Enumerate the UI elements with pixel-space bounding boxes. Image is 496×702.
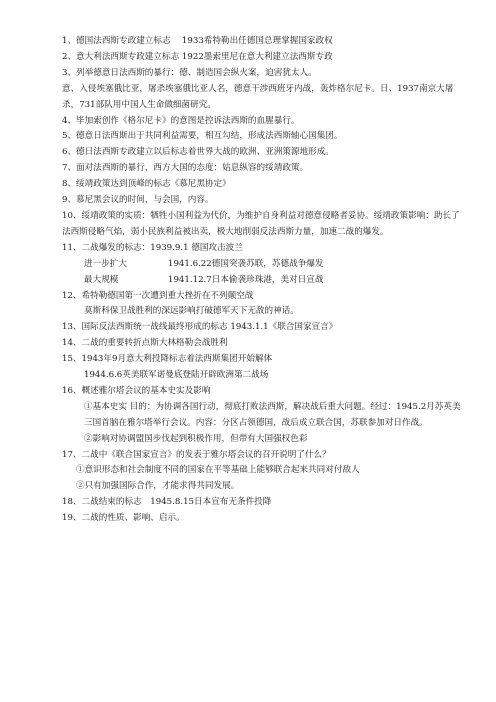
item-1: 1、德国法西斯专政建立标志 1933希特勒出任德国总理掌握国家政权: [62, 36, 333, 46]
item-15-sub: 1944.6.6英美联军诺曼底登陆开辟欧洲第二战场: [84, 370, 269, 381]
item-12-sub: 莫斯科保卫战胜利的深远影响打破德军天下无敌的神话。: [84, 306, 299, 317]
item-16: 16、概述雅尔塔会议的基本史实及影响: [62, 385, 211, 396]
item-16-basic-facts: ①基本史实 目的：为协调各国行动，彻底打败法西斯，解决战后重大问题。经过：1945.2月苏英美三国首脑在雅尔塔举行会议。内容：分区占领德国，战后成立联合国，苏联参加对日作战。: [84, 401, 461, 428]
item-3: 3、列举德意日法西斯的暴行：德、制造国会纵火案，迫害犹太人。: [62, 67, 317, 78]
item-3-continued: 意、入侵埃塞俄比亚，屠杀埃塞俄比亚人名，德意干涉西班牙内战，轰炸格尔尼卡。日、1937南京大屠杀，731部队用中国人生命做细菌研究。: [62, 83, 454, 110]
item-2: 2、意大利法西斯专政建立标志 1922墨索里尼在意大利建立法西斯专政: [62, 51, 333, 62]
item-13: 13、国际反法西斯统一战线最终形成的标志 1943.1.1《联合国家宣言》: [62, 322, 338, 333]
item-18: 18、二战结束的标志 1945.8.15日本宣布无条件投降: [62, 497, 272, 508]
item-4: 4、毕加索创作《格尔尼卡》的意图是控诉法西斯的血腥暴行。: [62, 115, 300, 126]
item-6: 6、德日法西斯专政建立以后标志着世界大战的欧洲、亚洲策源地形成。: [62, 147, 334, 158]
largest-scale-value: 1941.12.7日本偷袭珍珠港，美对日宣战: [168, 274, 324, 285]
item-16-influence: ②影响对协调盟国步伐起到积极作用，但带有大国强权色彩: [84, 433, 308, 444]
item-5: 5、德意日法西斯出于共同利益需要，相互勾结，形成法西斯轴心国集团。: [62, 131, 343, 142]
item-17-point-2: ②只有加强国际合作，才能求得共同发展。: [76, 481, 240, 492]
item-8: 8、绥靖政策达到顶峰的标志《慕尼黑协定》: [62, 179, 231, 190]
item-17: 17、二战中《联合国家宣言》的发表于雅尔塔会议的召开说明了什么？: [62, 449, 331, 460]
item-15: 15、1943年9月意大利投降标志着法西斯集团开始解体: [62, 354, 273, 365]
item-14: 14、二战的重要转折点斯大林格勒会战胜利: [62, 338, 228, 349]
item-11: 11、二战爆发的标志：1939.9.1 德国攻击波兰: [62, 242, 243, 253]
item-10: 10、绥靖政策的实质：牺牲小国利益为代价，为维护自身利益对德意侵略者妥协。绥靖政策影响：助长了法西斯侵略气焰，弱小民族利益被出卖，极大地削弱反法西斯力量，加速二战的爆发。: [62, 210, 460, 237]
expansion-label: 进一步扩大: [84, 258, 127, 269]
item-11-expansion-row: [62, 257, 466, 273]
item-12: 12、希特勒德国第一次遭到重大挫折在不列颠空战: [62, 290, 254, 301]
largest-scale-label: 最大规模: [84, 274, 119, 285]
item-19: 19、二战的性质、影响、启示。: [62, 513, 185, 524]
item-7: 7、面对法西斯的暴行，西方大国的态度：姑息纵容的绥靖政策。: [62, 163, 309, 174]
expansion-value: 1941.6.22德国突袭苏联，苏德战争爆发: [168, 258, 324, 269]
document-body: [62, 34, 466, 527]
item-11-largest-scale-row: [62, 273, 466, 289]
item-17-point-1: ①意识形态和社会制度不同的国家在平等基础上能够联合起来共同对付敌人: [76, 465, 360, 476]
item-9: 9、慕尼黑会议的时间，与会国，内容。: [62, 195, 214, 206]
